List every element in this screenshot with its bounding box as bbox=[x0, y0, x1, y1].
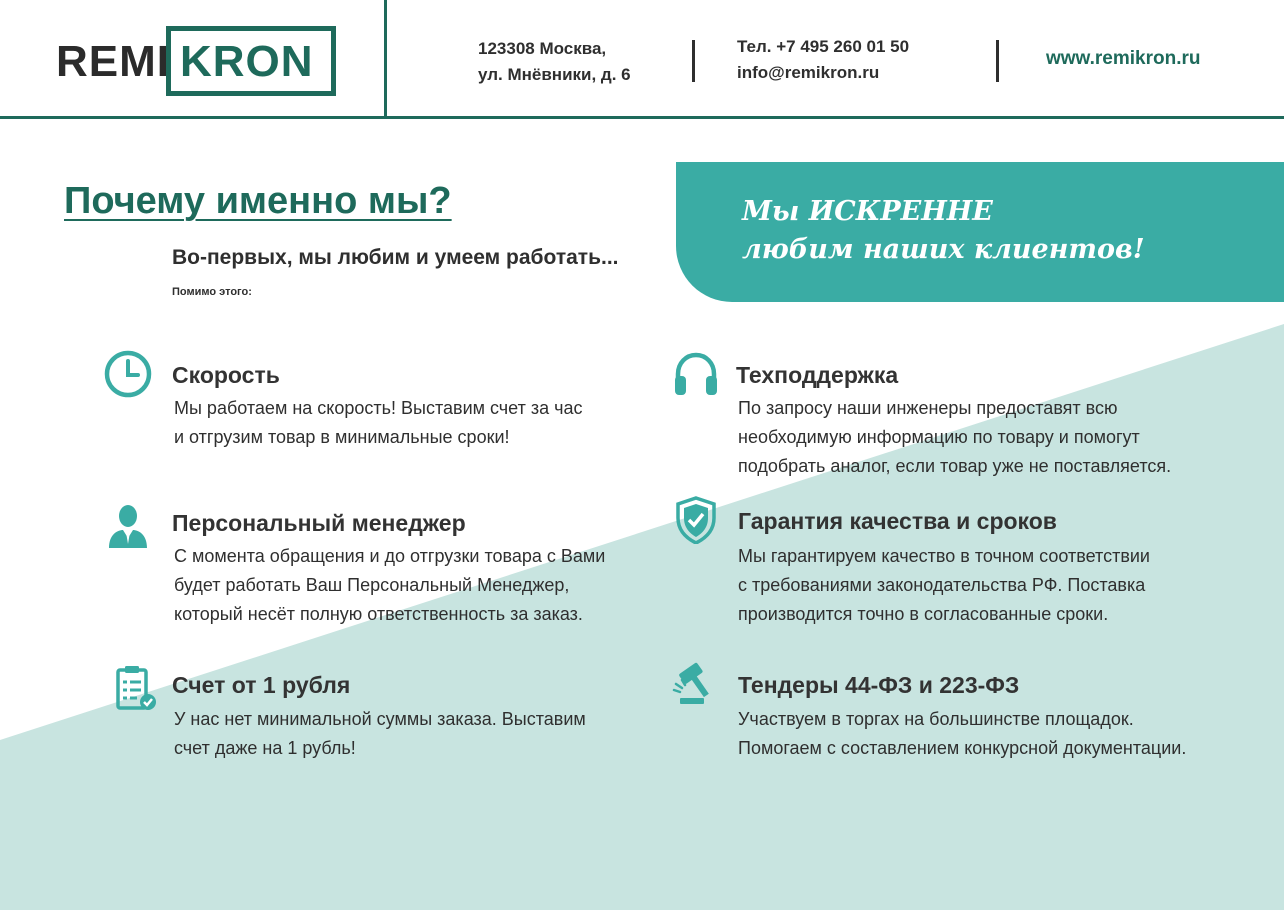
feature-desc-line: счет даже на 1 рубль! bbox=[174, 738, 356, 758]
feature-desc-speed bbox=[174, 394, 582, 452]
feature-desc-line: подобрать аналог, если товар уже не поставляется. bbox=[738, 456, 1172, 476]
small-caption: Помимо этого: bbox=[172, 286, 252, 298]
address-line-2: ул. Мнёвники, д. 6 bbox=[478, 65, 631, 84]
gavel-icon bbox=[672, 660, 720, 708]
feature-desc-line: Мы работаем на скорость! Выставим счет за час bbox=[174, 398, 583, 418]
clipboard-icon bbox=[112, 664, 160, 712]
feature-desc-line: необходимую информацию по товару и помогут bbox=[738, 427, 1140, 447]
feature-desc-support bbox=[738, 394, 1171, 481]
feature-desc-line: С момента обращения и до отгрузки товара с Вами bbox=[174, 546, 606, 566]
contacts bbox=[737, 34, 909, 86]
feature-desc-line: Помогаем с составлением конкурсной документации. bbox=[738, 738, 1187, 758]
feature-desc-tenders bbox=[738, 705, 1186, 763]
feature-desc-line: Мы гарантируем качество в точном соответствии bbox=[738, 546, 1150, 566]
feature-desc-line: который несёт полную ответственность за заказ. bbox=[174, 604, 583, 624]
feature-title-guarantee: Гарантия качества и сроков bbox=[738, 508, 1057, 534]
feature-title-manager: Персональный менеджер bbox=[172, 510, 466, 536]
feature-desc-line: производится точно в согласованные сроки. bbox=[738, 604, 1109, 624]
feature-desc-invoice bbox=[174, 705, 586, 763]
subtitle: Во-первых, мы любим и умеем работать... bbox=[172, 246, 619, 269]
feature-desc-line: Участвуем в торгах на большинстве площадок. bbox=[738, 709, 1134, 729]
logo-text-kron: KRON bbox=[180, 37, 314, 86]
address-line-1: 123308 Москва, bbox=[478, 39, 607, 58]
header-separator bbox=[692, 40, 695, 82]
feature-desc-manager bbox=[174, 542, 605, 629]
feature-title-speed: Скорость bbox=[172, 362, 280, 388]
clock-icon bbox=[104, 350, 152, 398]
address bbox=[478, 36, 631, 88]
slogan-line-1: Мы ИСКРЕННЕ bbox=[742, 196, 993, 227]
email-text[interactable]: info@remikron.ru bbox=[737, 63, 880, 82]
header-divider bbox=[0, 116, 1284, 119]
headphones-icon bbox=[672, 350, 720, 398]
header-vertical-line bbox=[384, 0, 387, 118]
slogan-line-2: любим наших клиентов! bbox=[742, 234, 1145, 265]
shield-check-icon bbox=[672, 496, 720, 544]
slogan-banner bbox=[676, 162, 1284, 302]
header-separator bbox=[996, 40, 999, 82]
website-link[interactable]: www.remikron.ru bbox=[1046, 48, 1201, 69]
feature-title-tenders: Тендеры 44-ФЗ и 223-ФЗ bbox=[738, 672, 1020, 698]
logo-text-remi: REMI bbox=[56, 37, 170, 86]
header bbox=[0, 0, 1284, 118]
feature-desc-line: будет работать Ваш Персональный Менеджер, bbox=[174, 575, 570, 595]
feature-title-support: Техподдержка bbox=[736, 362, 899, 388]
feature-desc-line: с требованиями законодательства РФ. Поставка bbox=[738, 575, 1146, 595]
feature-desc-line: и отгрузим товар в минимальные сроки! bbox=[174, 427, 510, 447]
feature-title-invoice: Счет от 1 рубля bbox=[172, 672, 351, 698]
phone-text: Тел. +7 495 260 01 50 bbox=[737, 37, 910, 56]
feature-desc-line: У нас нет минимальной суммы заказа. Выставим bbox=[174, 709, 586, 729]
person-icon bbox=[104, 502, 152, 550]
feature-desc-line: По запросу наши инженеры предоставят всю bbox=[738, 398, 1118, 418]
page-title: Почему именно мы? bbox=[64, 180, 452, 222]
feature-desc-guarantee bbox=[738, 542, 1150, 629]
